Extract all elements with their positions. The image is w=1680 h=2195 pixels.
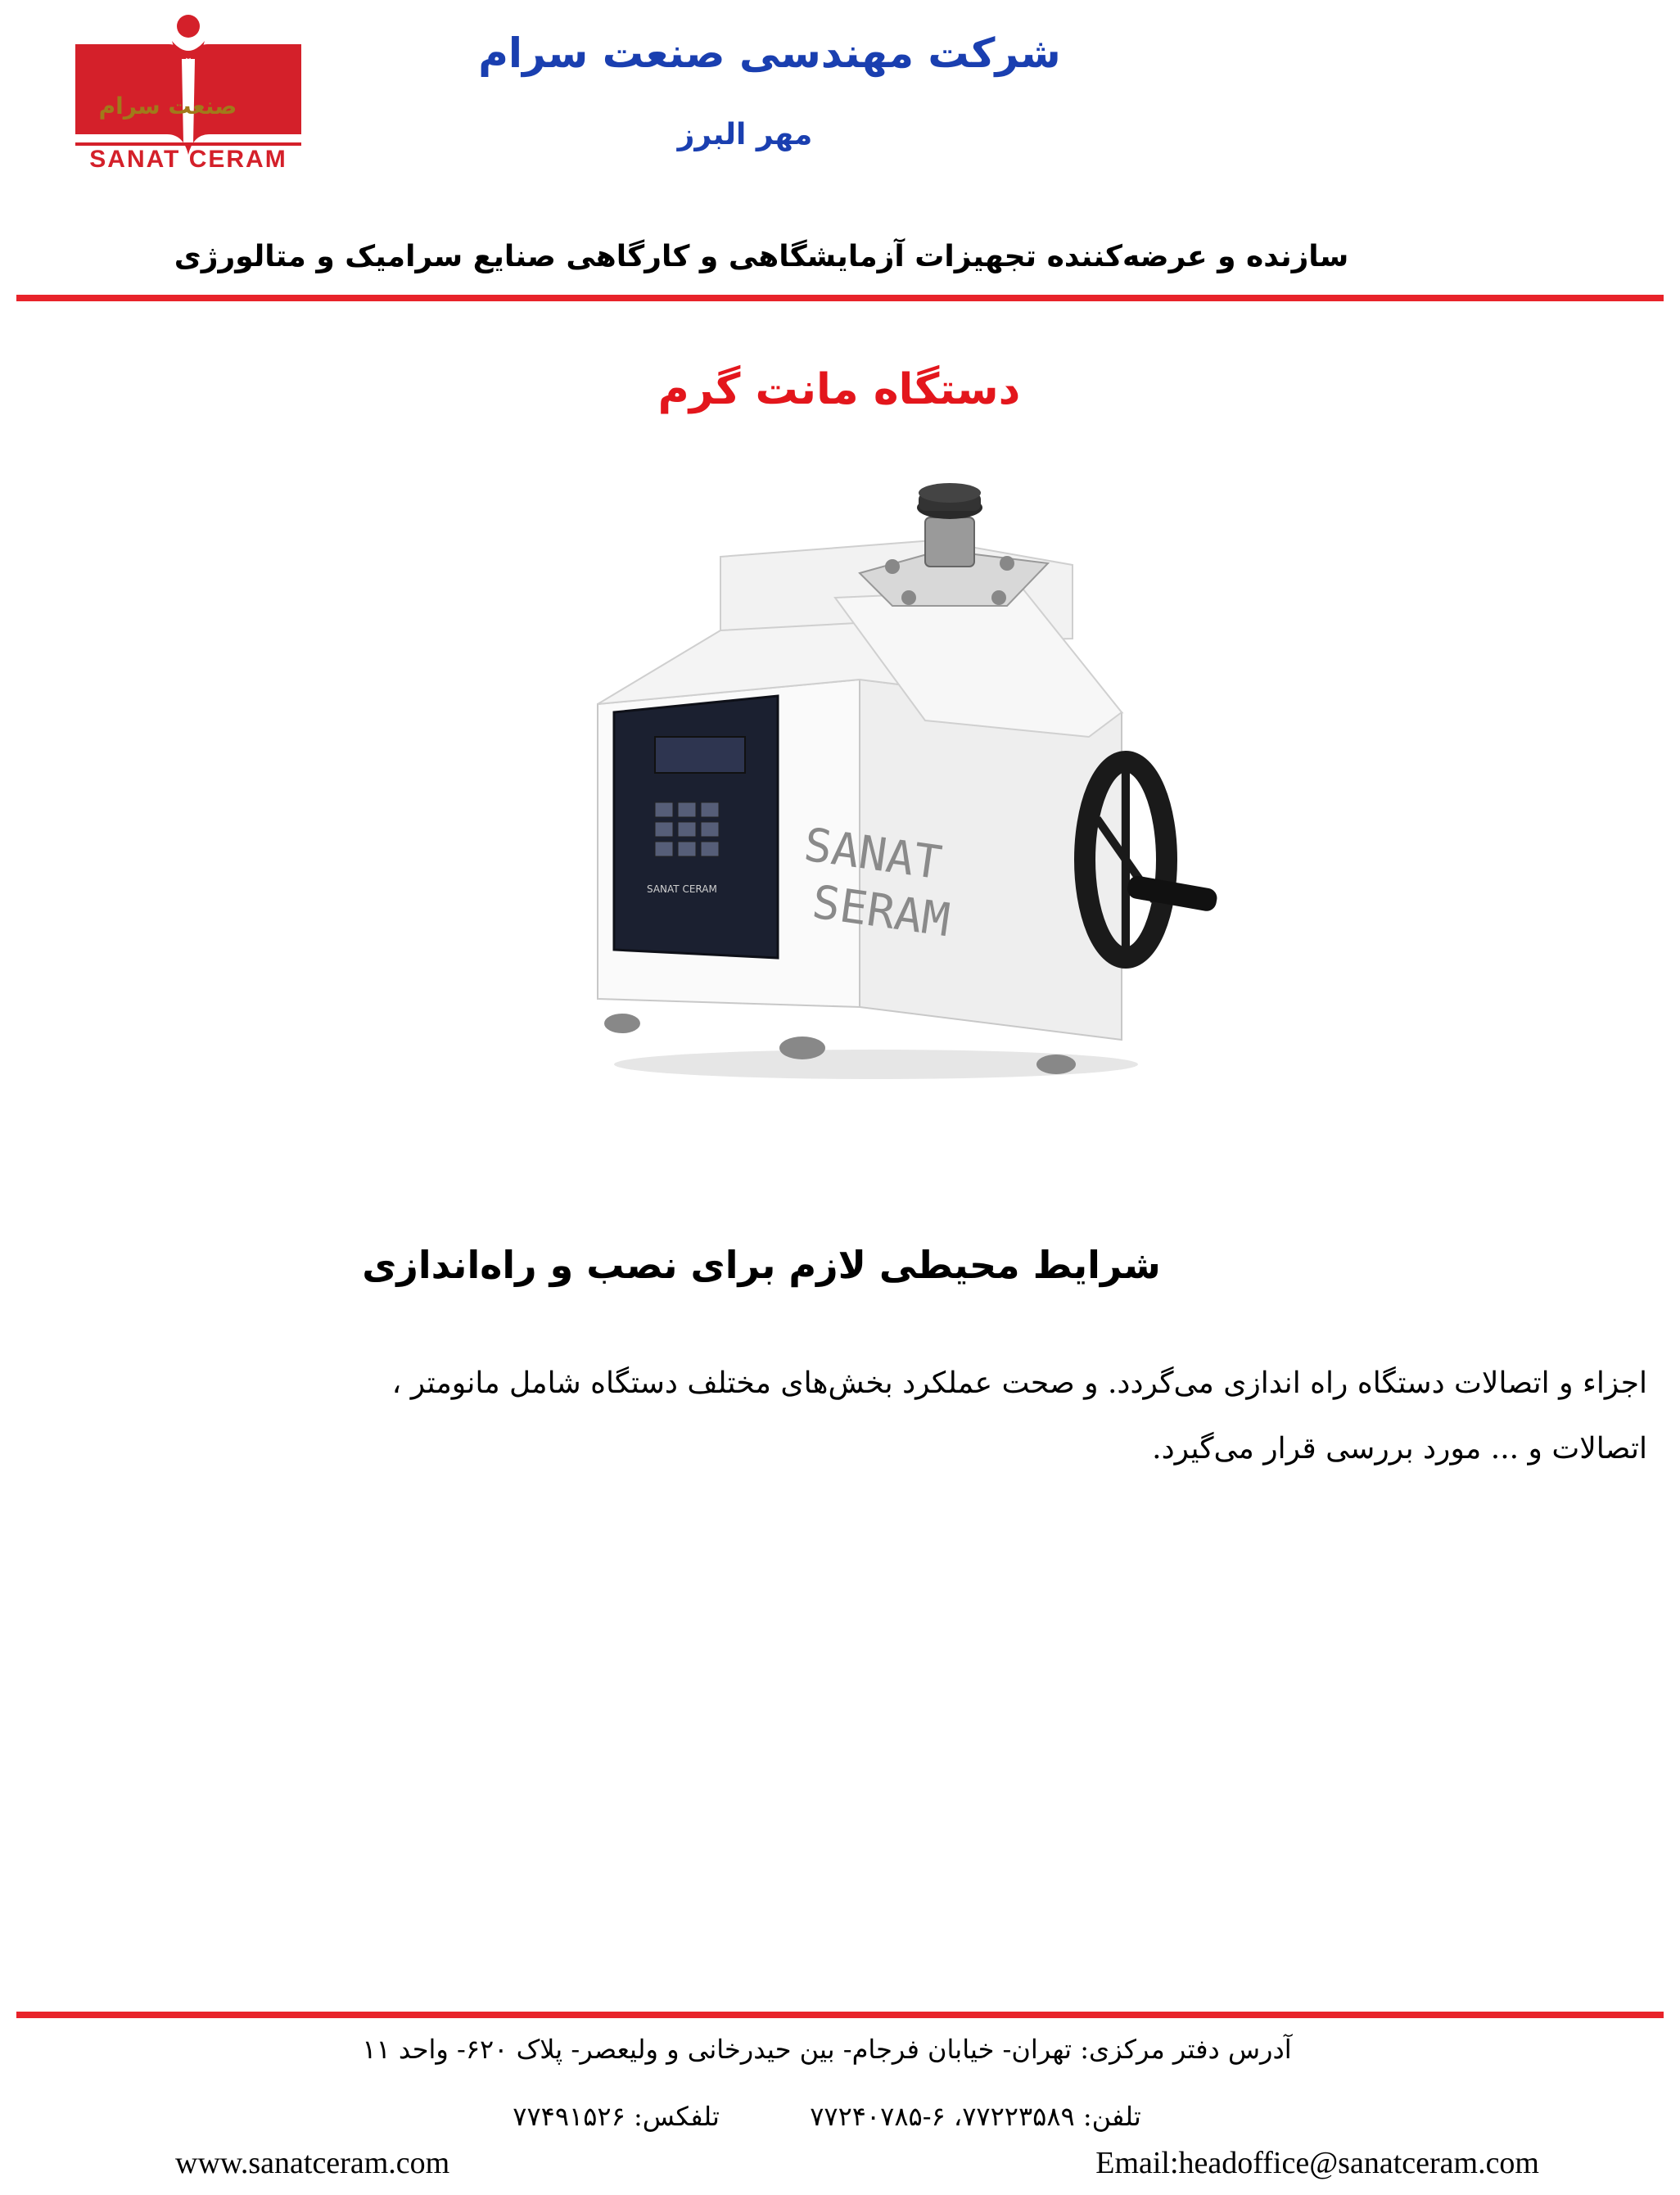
footer-email[interactable]: Email:headoffice@sanatceram.com — [1095, 2146, 1539, 2180]
company-subtitle: مهر البرز — [677, 118, 813, 151]
side-label-1: SANAT — [801, 818, 946, 891]
footer-contact-numbers — [246, 2096, 1408, 2137]
footer-website[interactable]: www.sanatceram.com — [175, 2146, 450, 2180]
paragraph-line-2: اتصالات و ... مورد بررسی قرار می‌گیرد. — [1152, 1432, 1647, 1466]
footer-address: آدرس دفتر مرکزی: تهران- خیابان فرجام- بین حیدرخانی و ولیعصر- پلاک ۶۲۰- واحد ۱۱ — [362, 2034, 1292, 2065]
hot-mounting-machine-image — [565, 475, 1220, 1105]
logo-persian-text: صنعت سرام — [98, 93, 237, 120]
page-title: دستگاه مانت گرم — [657, 365, 1021, 414]
panel-brand-text: SANAT CERAM — [647, 883, 717, 895]
company-name: شرکت مهندسی صنعت سرام — [478, 29, 1061, 77]
footer-divider — [16, 2012, 1664, 2018]
paragraph-line-1: اجزاء و اتصالات دستگاه راه اندازی می‌گردد. و صحت عملکرد بخش‌های مختلف دستگاه شامل مانومتر ، — [391, 1366, 1647, 1400]
header-divider — [16, 295, 1664, 301]
section-heading: شرایط محیطی لازم برای نصب و راه‌اندازی — [362, 1243, 1161, 1287]
section-paragraph — [29, 1351, 1647, 1482]
footer-phone: تلفن: ۷۷۲۲۳۵۸۹، ۶-۷۷۲۴۰۷۸۵ — [810, 2101, 1141, 2132]
footer-fax: تلفکس: ۷۷۴۹۱۵۲۶ — [513, 2101, 720, 2132]
company-tagline: سازنده و عرضه‌کننده تجهیزات آزمایشگاهی و کارگاهی صنایع سرامیک و متالورژی — [174, 240, 1349, 273]
logo-latin-text: SANAT CERAM — [89, 146, 287, 173]
side-label-2: SERAM — [809, 875, 954, 948]
